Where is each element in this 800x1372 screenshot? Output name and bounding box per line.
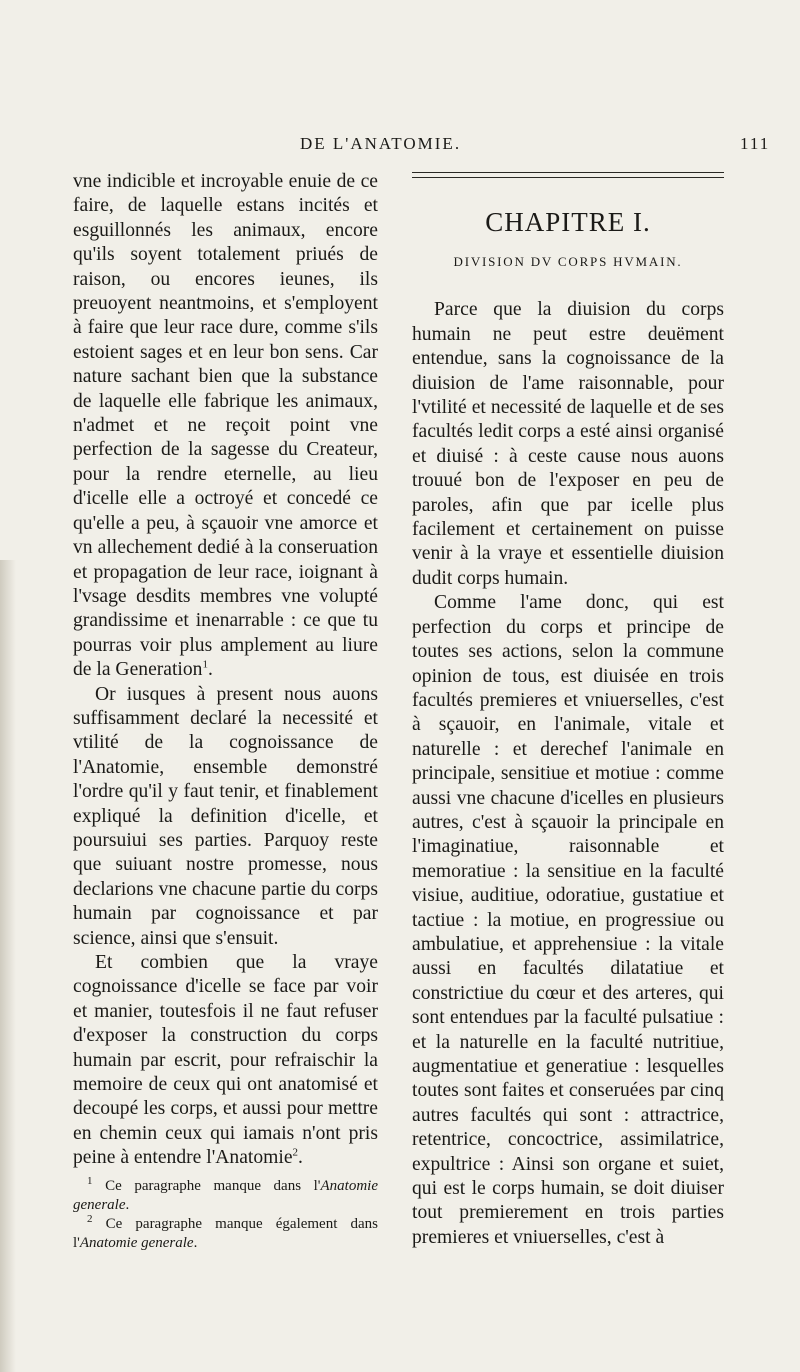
footnote-title: Anatomie generale [79, 1234, 194, 1251]
right-column [412, 170, 724, 1250]
page-number: 111 [740, 134, 771, 153]
footnote-number: 1 [87, 1174, 93, 1187]
punct: . [207, 659, 213, 681]
running-head [0, 134, 800, 158]
paragraph: Parce que la diuision du corps humain ne peut estre deuëment entendue, sans la cognoissance de la diuision de l'ame raisonnable, pour l'vtilité et necessité de laquelle et de ses facultés ledit corps a esté ainsi organisé et diuisé : à ceste cause nous auons trouué bon de l'exposer en peu de paroles, afin que par icelle plus facilement et certainement on puisse venir à la vraye et essentielle diuision dudit corps humain. [412, 299, 724, 589]
punct: . [298, 1147, 303, 1169]
running-title: DE L'ANATOMIE. [300, 134, 462, 153]
punct: . [193, 1234, 198, 1251]
footnote-text: Ce paragraphe manque également dans l' [73, 1215, 378, 1251]
left-column [73, 170, 378, 1253]
footnote-number: 2 [87, 1212, 93, 1225]
paragraph-text: Et combien que la vraye cognoissance d'icelle se face par voir et manier, toutesfois il ne faut refuser d'exposer la construction du corps humain par escrit, pour refraischir la memoire de ceux qui ont anatomisé et decoupé les corps, et aussi pour mettre en chemin ceux qui iamais n'ont pris peine à entendre l'Anatomie [73, 952, 378, 1169]
binding-shadow [0, 560, 16, 1372]
paragraph: Comme l'ame donc, qui est perfection du corps et principe de toutes ses actions, selon la commune opinion de tous, est diuisée en trois facultés premieres et vniuerselles, c'est à sçauoir, en l'animale, vitale et naturelle : et derechef l'animale en principale, sensitiue et motiue : comme aussi vne chacune d'icelles en plusieurs autres, c'est à sçauoir la principale en l'imaginatiue, raisonnable et memoratiue : la sensitiue en la faculté visiue, auditiue, odoratiue, gustatiue et tactiue : la motiue, en progressiue ou ambulatiue, et apprehensiue : la vitale aussi en facultés dilatatiue et constrictiue du cœur et des arteres, qui sont entendues par la faculté pulsatiue : et la naturelle en la faculté nutritiue, augmentatiue et generatiue : lesquelles toutes sont faites et conseruées par cinq autres facultés qui sont : attractrice, retentrice, concoctrice, assimilatrice, expultrice : Ainsi son organe et suiet, qui est le corps humain, se doit diuiser tout premierement en trois parties premieres et vniuerselles, c'est à [412, 592, 724, 1248]
chapter-subtitle: DIVISION DV CORPS HVMAIN. [453, 254, 683, 269]
footnote [73, 1212, 378, 1253]
footnote [73, 1174, 378, 1215]
chapter-title: CHAPITRE I. [485, 207, 651, 237]
footnote-title: Anatomie generale [73, 1177, 378, 1213]
footnote-ref: 2 [292, 1146, 299, 1159]
paragraph [73, 170, 378, 683]
footnote-text: Ce paragraphe manque dans l' [105, 1177, 321, 1194]
paragraph-text: vne indicible et incroyable enuie de ce faire, de laquelle estans incités et esguillonnés les animaux, encore qu'ils soyent totalement priués de raison, ou encores ieunes, ils preuoyent neantmoins, et s'employent à faire que leur race dure, comme s'ils estoient sages et en leur bon sens. Car nature sachant bien que la substance de laquelle elle fabrique les animaux, n'admet et ne reçoit point vne perfection de la sagesse du Createur, pour la rendre eternelle, au lieu d'icelle elle a octroyé et concedé ce qu'elle a peu, à sçauoir vne amorce et vn allechement dedié à la conseruation et propagation de leur race, ioignant à l'vsage desdits membres vne volupté grandissime et inenarrable : ce que tu pourras voir plus amplement au liure de la Generation [73, 171, 378, 681]
paragraph [73, 951, 378, 1171]
footnote-ref: 1 [202, 658, 208, 671]
footnotes [73, 1174, 378, 1253]
punct: . [125, 1196, 130, 1213]
chapter-rule [412, 172, 724, 178]
paragraph: Or iusques à present nous auons suffisamment declaré la necessité et vtilité de la cognoissance de l'Anatomie, ensemble demonstré l'ordre qu'il y faut tenir, et finablement expliqué la definition d'icelle, et poursuiui ses parties. Parquoy reste que suiuant nostre promesse, nous declarions vne chacune partie du corps humain par cognoissance et par science, ainsi que s'ensuit. [73, 683, 378, 949]
